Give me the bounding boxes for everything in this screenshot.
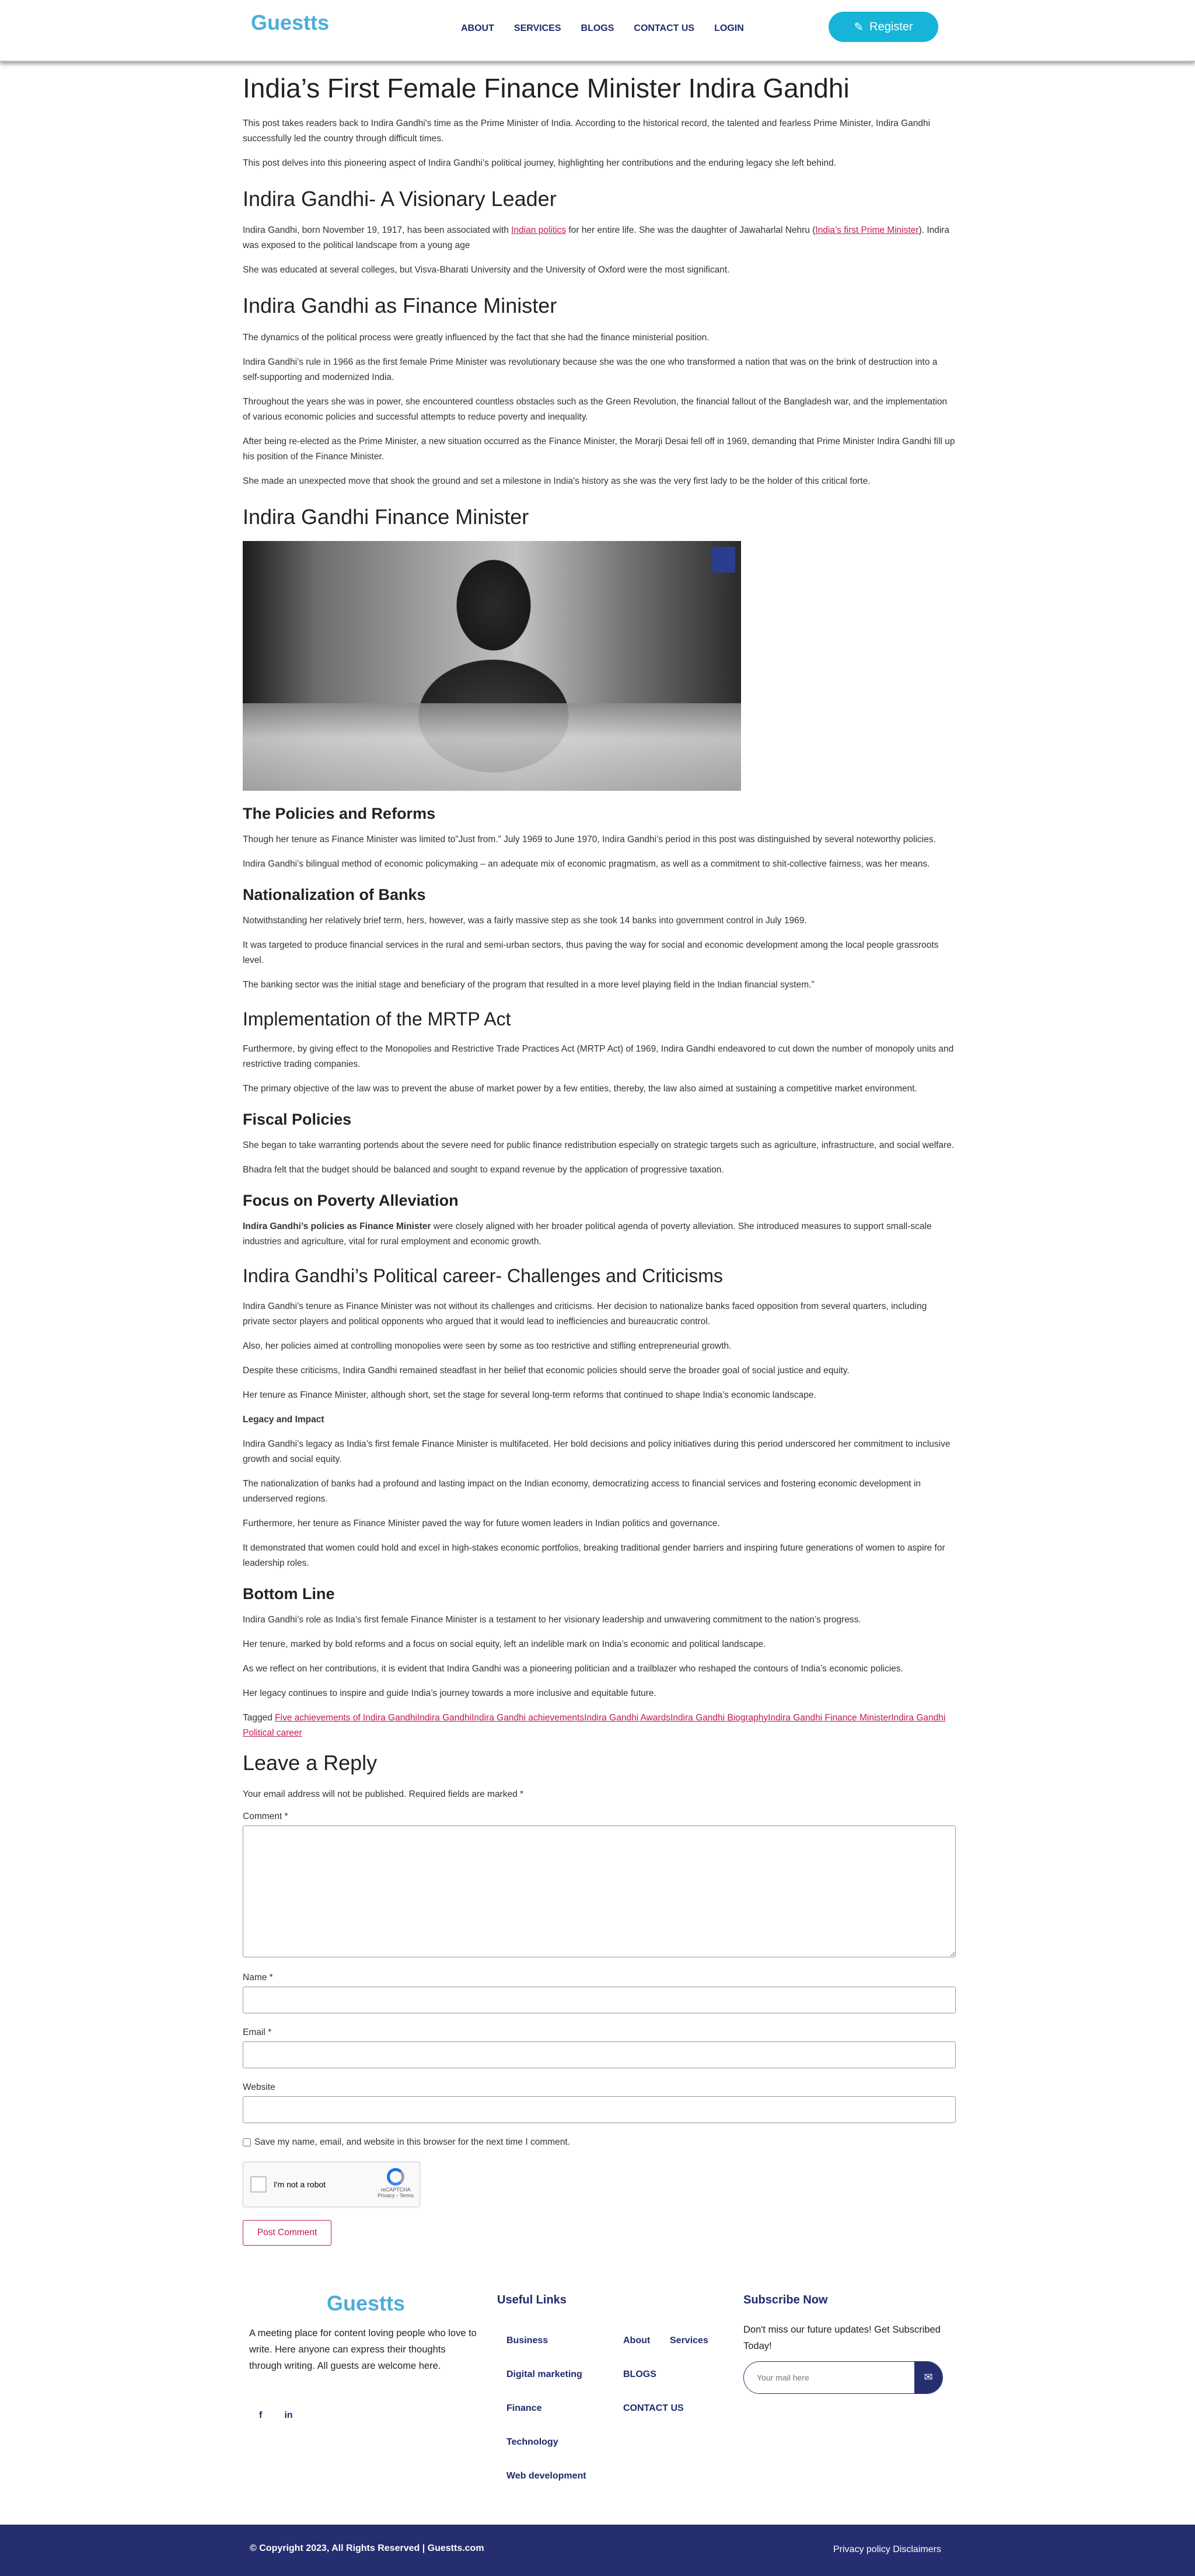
subscribe-title: Subscribe Now: [743, 2293, 828, 2306]
tag-link[interactable]: Indira Gandhi achievements: [471, 1712, 585, 1723]
paragraph: Also, her policies aimed at controlling monopolies were seen by some as too restrictive and stifling entrepreneurial growth.: [243, 1341, 732, 1351]
edit-icon: ✎: [854, 20, 864, 34]
footer-link-digital-marketing[interactable]: Digital marketing: [506, 2369, 582, 2379]
paragraph: Notwithstanding her relatively brief term, hers, however, was a fairly massive step as she took 14 banks into government control in July 1969.: [243, 915, 807, 926]
legacy-heading: Legacy and Impact: [243, 1414, 324, 1425]
paragraph: Her tenure as Finance Minister, although short, set the stage for several long-term reforms that continued to shape India’s economic landscape.: [243, 1390, 816, 1400]
save-info-row: [243, 2137, 956, 2148]
paragraph: She was educated at several colleges, but Visva-Bharati University and the University of Oxford were the most significant.: [243, 265, 730, 275]
section-heading: Implementation of the MRTP Act: [243, 1008, 511, 1029]
tag-link[interactable]: Indira Gandhi Political career: [243, 1712, 946, 1738]
subscribe-email-input[interactable]: [744, 2362, 914, 2393]
intro-paragraph: This post delves into this pioneering aspect of Indira Gandhi’s political journey, highlighting her contributions and the enduring legacy she left behind.: [243, 158, 837, 169]
policy-links[interactable]: Privacy policy Disclaimers: [833, 2544, 941, 2554]
tag-link[interactable]: Indira Gandhi: [417, 1712, 472, 1723]
emblem-icon: [712, 547, 735, 573]
nav-about[interactable]: ABOUT: [461, 23, 494, 33]
photo-desk: [243, 703, 741, 791]
facebook-icon[interactable]: f: [259, 2410, 263, 2420]
footer-link-business[interactable]: Business: [506, 2335, 548, 2345]
intro-paragraph: This post takes readers back to Indira Gandhi's time as the Prime Minister of India. According to the historical record, the talented and fearless Prime Minister, Indira Gandhi successfully led the country through difficult times.: [243, 118, 931, 144]
subsection-heading: Nationalization of Banks: [243, 885, 426, 903]
bottom-bar: [0, 2525, 1195, 2576]
section-heading: Indira Gandhi- A Visionary Leader: [243, 187, 557, 211]
section-heading: Indira Gandhi’s Political career- Challenges and Criticisms: [243, 1265, 723, 1287]
comment-label: Comment *: [243, 1811, 288, 1821]
reply-note: Your email address will not be published. Required fields are marked *: [243, 1789, 524, 1799]
section-heading: Indira Gandhi as Finance Minister: [243, 294, 557, 318]
tag-link[interactable]: Five achievements of Indira Gandhi: [275, 1712, 417, 1723]
name-input[interactable]: [243, 1987, 956, 2013]
footer-link-services[interactable]: Services: [670, 2335, 708, 2345]
nav-contact[interactable]: CONTACT US: [634, 23, 695, 33]
indira-gandhi-photo: [243, 541, 741, 791]
paragraph: As we reflect on her contributions, it is evident that Indira Gandhi was a pioneering politician and a trailblazer who reshaped the contours of India’s economic policies.: [243, 1663, 903, 1674]
paragraph: Indira Gandhi, born November 19, 1917, has been associated with Indian politics for her entire life. She was the daughter of Jawaharlal Nehru (India’s first Prime Minister). Indira was exposed to the political landscape from a young age: [243, 225, 950, 251]
tag-link[interactable]: Indira Gandhi Finance Minister: [768, 1712, 892, 1723]
site-footer: [0, 2291, 1195, 2525]
paragraph: Though her tenure as Finance Minister was limited to”Just from.” July 1969 to June 1970, Indira Gandhi’s period in this post was distinguished by several noteworthy policies.: [243, 834, 936, 844]
subsection-heading: The Policies and Reforms: [243, 804, 436, 822]
linkedin-icon[interactable]: in: [284, 2410, 293, 2420]
post-tags: Tagged Five achievements of Indira GandhiIndira GandhiIndira Gandhi achievementsIndira Gandhi AwardsIndira Gandhi BiographyIndira Gandhi Finance MinisterIndira Gandhi Political career: [243, 1712, 946, 1738]
post-comment-button[interactable]: Post Comment: [243, 2220, 331, 2246]
paragraph: Indira Gandhi’s legacy as India’s first female Finance Minister is multifaceted. Her bold decisions and policy initiatives during this period underscored her commitment to inclusive growth and social equity.: [243, 1439, 951, 1464]
link-indian-politics[interactable]: Indian politics: [511, 225, 567, 236]
section-heading: Indira Gandhi Finance Minister: [243, 504, 529, 529]
subscribe-button[interactable]: [914, 2361, 942, 2394]
paragraph: Bhadra felt that the budget should be balanced and sought to expand revenue by the application of progressive taxation.: [243, 1165, 724, 1175]
paragraph: The primary objective of the law was to prevent the abuse of market power by a few entities, thereby, the law also aimed at sustaining a competitive market environment.: [243, 1084, 917, 1094]
paragraph: After being re-elected as the Prime Minister, a new situation occurred as the Finance Minister, the Morarji Desai fell off in 1969, demanding that Prime Minister Indira Gandhi fill up his position of the Finance Minister.: [243, 436, 955, 462]
paragraph: Indira Gandhi’s tenure as Finance Minister was not without its challenges and criticisms. Her decision to nationalize banks faced opposition from several quarters, including private sector players and political opponents who argued that it would lead to inefficiencies and bureaucratic control.: [243, 1301, 927, 1327]
paragraph: The banking sector was the initial stage and beneficiary of the program that resulted in a more level playing field in the Indian financial system.”: [243, 979, 815, 990]
recaptcha-text: I'm not a robot: [274, 2179, 326, 2189]
paragraph: Indira Gandhi’s bilingual method of economic policymaking – an adequate mix of economic pragmatism, as well as a commitment to shit-collective fairness, was her means.: [243, 858, 930, 869]
useful-links-title: Useful Links: [497, 2293, 567, 2306]
tag-link[interactable]: Indira Gandhi Awards: [584, 1712, 670, 1723]
paragraph: Furthermore, by giving effect to the Monopolies and Restrictive Trade Practices Act (MRTP Act) of 1969, Indira Gandhi endeavored to cut down the number of monopoly units and restrictive trading companies.: [243, 1044, 954, 1070]
comment-textarea[interactable]: [243, 1825, 956, 1957]
paragraph: Indira Gandhi’s policies as Finance Minister were closely aligned with her broader political agenda of poverty alleviation. She introduced measures to support small-scale industries and agriculture, vital for rural employment and economic growth.: [243, 1221, 932, 1247]
nav-login[interactable]: LOGIN: [714, 23, 744, 33]
paragraph: Indira Gandhi’s rule in 1966 as the first female Prime Minister was revolutionary because she was the one who transformed a nation that was on the brink of destruction into a self-supporting and modernized India.: [243, 357, 938, 382]
paragraph: Throughout the years she was in power, she encountered countless obstacles such as the Green Revolution, the financial fallout of the Bangladesh war, and the implementation of various economic policies and successful attempts to reduce poverty and inequality.: [243, 396, 948, 422]
email-label: Email *: [243, 2027, 272, 2037]
reply-title: Leave a Reply: [243, 1750, 378, 1775]
paragraph: She began to take warranting portends about the severe need for public finance redistribution especially on strategic targets such as agriculture, infrastructure, and social welfare.: [243, 1140, 955, 1151]
website-input[interactable]: [243, 2096, 956, 2123]
article: [243, 62, 956, 2246]
register-button[interactable]: [829, 12, 938, 42]
recaptcha-brand: reCAPTCHA: [380, 2186, 411, 2193]
footer-link-finance[interactable]: Finance: [506, 2403, 542, 2413]
site-header: [0, 0, 1195, 62]
paragraph: It demonstrated that women could hold and excel in high-stakes economic portfolios, breaking traditional gender barriers and inspiring future generations of women to aspire for leadership roles.: [243, 1542, 945, 1568]
paragraph: Despite these criticisms, Indira Gandhi remained steadfast in her belief that economic policies should serve the broader goal of social justice and equity.: [243, 1365, 850, 1376]
paragraph: It was targeted to produce financial services in the rural and semi-urban sectors, thus paving the way for social and economic development among the local people grassroots level.: [243, 940, 939, 965]
paragraph: The nationalization of banks had a profound and lasting impact on the Indian economy, democratizing access to financial services and fostering economic development in underserved regions.: [243, 1478, 921, 1504]
footer-link-about[interactable]: About: [623, 2335, 651, 2345]
footer-logo[interactable]: Guestts: [327, 2291, 406, 2315]
paragraph: Furthermore, her tenure as Finance Minister paved the way for future women leaders in Indian politics and governance.: [243, 1518, 720, 1528]
footer-link-web-development[interactable]: Web development: [506, 2470, 586, 2481]
social-links: [259, 2410, 293, 2421]
copyright-text: © Copyright 2023, All Rights Reserved | Guestts.com: [250, 2543, 484, 2553]
footer-link-blogs[interactable]: BLOGS: [623, 2369, 656, 2379]
footer-link-contact[interactable]: CONTACT US: [623, 2403, 684, 2413]
paragraph: Her legacy continues to inspire and guide India’s journey towards a more inclusive and equitable future.: [243, 1688, 656, 1698]
link-first-prime-minister[interactable]: India’s first Prime Minister: [815, 225, 919, 236]
save-info-label: Save my name, email, and website in this browser for the next time I comment.: [254, 2137, 571, 2147]
footer-description: A meeting place for content loving people who love to write. Here anyone can express their thoughts through writing. All guests are welcome here.: [249, 2327, 477, 2371]
paragraph: She made an unexpected move that shook the ground and set a milestone in India's history as she was the very first lady to be the holder of this critical forte.: [243, 476, 871, 486]
recaptcha-branding: [378, 2168, 414, 2198]
recaptcha-widget: [243, 2162, 420, 2207]
save-info-checkbox[interactable]: [243, 2138, 251, 2146]
article-title: India’s First Female Finance Minister Indira Gandhi: [243, 73, 850, 103]
nav-blogs[interactable]: BLOGS: [581, 23, 614, 33]
tag-link[interactable]: Indira Gandhi Biography: [670, 1712, 768, 1723]
name-label: Name *: [243, 1972, 273, 1982]
subsection-heading: Focus on Poverty Alleviation: [243, 1192, 459, 1210]
site-logo[interactable]: Guestts: [251, 11, 330, 34]
footer-link-technology[interactable]: Technology: [506, 2437, 558, 2447]
recaptcha-icon: [387, 2168, 404, 2186]
email-input[interactable]: [243, 2041, 956, 2068]
paragraph: Her tenure, marked by bold reforms and a focus on social equity, left an indelible mark on India’s economic and political landscape.: [243, 1639, 766, 1649]
main-nav: [461, 23, 744, 34]
website-label: Website: [243, 2082, 275, 2092]
recaptcha-checkbox[interactable]: [250, 2176, 267, 2193]
recaptcha-links[interactable]: Privacy - Terms: [378, 2192, 414, 2198]
mail-icon: ✉: [924, 2371, 933, 2383]
nav-services[interactable]: SERVICES: [513, 23, 561, 33]
subsection-heading: Bottom Line: [243, 1584, 335, 1603]
subsection-heading: Fiscal Policies: [243, 1111, 352, 1129]
paragraph: Indira Gandhi’s role as India’s first female Finance Minister is a testament to her visionary leadership and unwavering commitment to the nation’s progress.: [243, 1614, 861, 1625]
paragraph: The dynamics of the political process were greatly influenced by the fact that she had the finance ministerial position.: [243, 332, 710, 343]
subscribe-text: Don't miss our future updates! Get Subscribed Today!: [743, 2324, 941, 2351]
subscribe-form: [743, 2361, 943, 2394]
register-label: Register: [869, 20, 913, 33]
